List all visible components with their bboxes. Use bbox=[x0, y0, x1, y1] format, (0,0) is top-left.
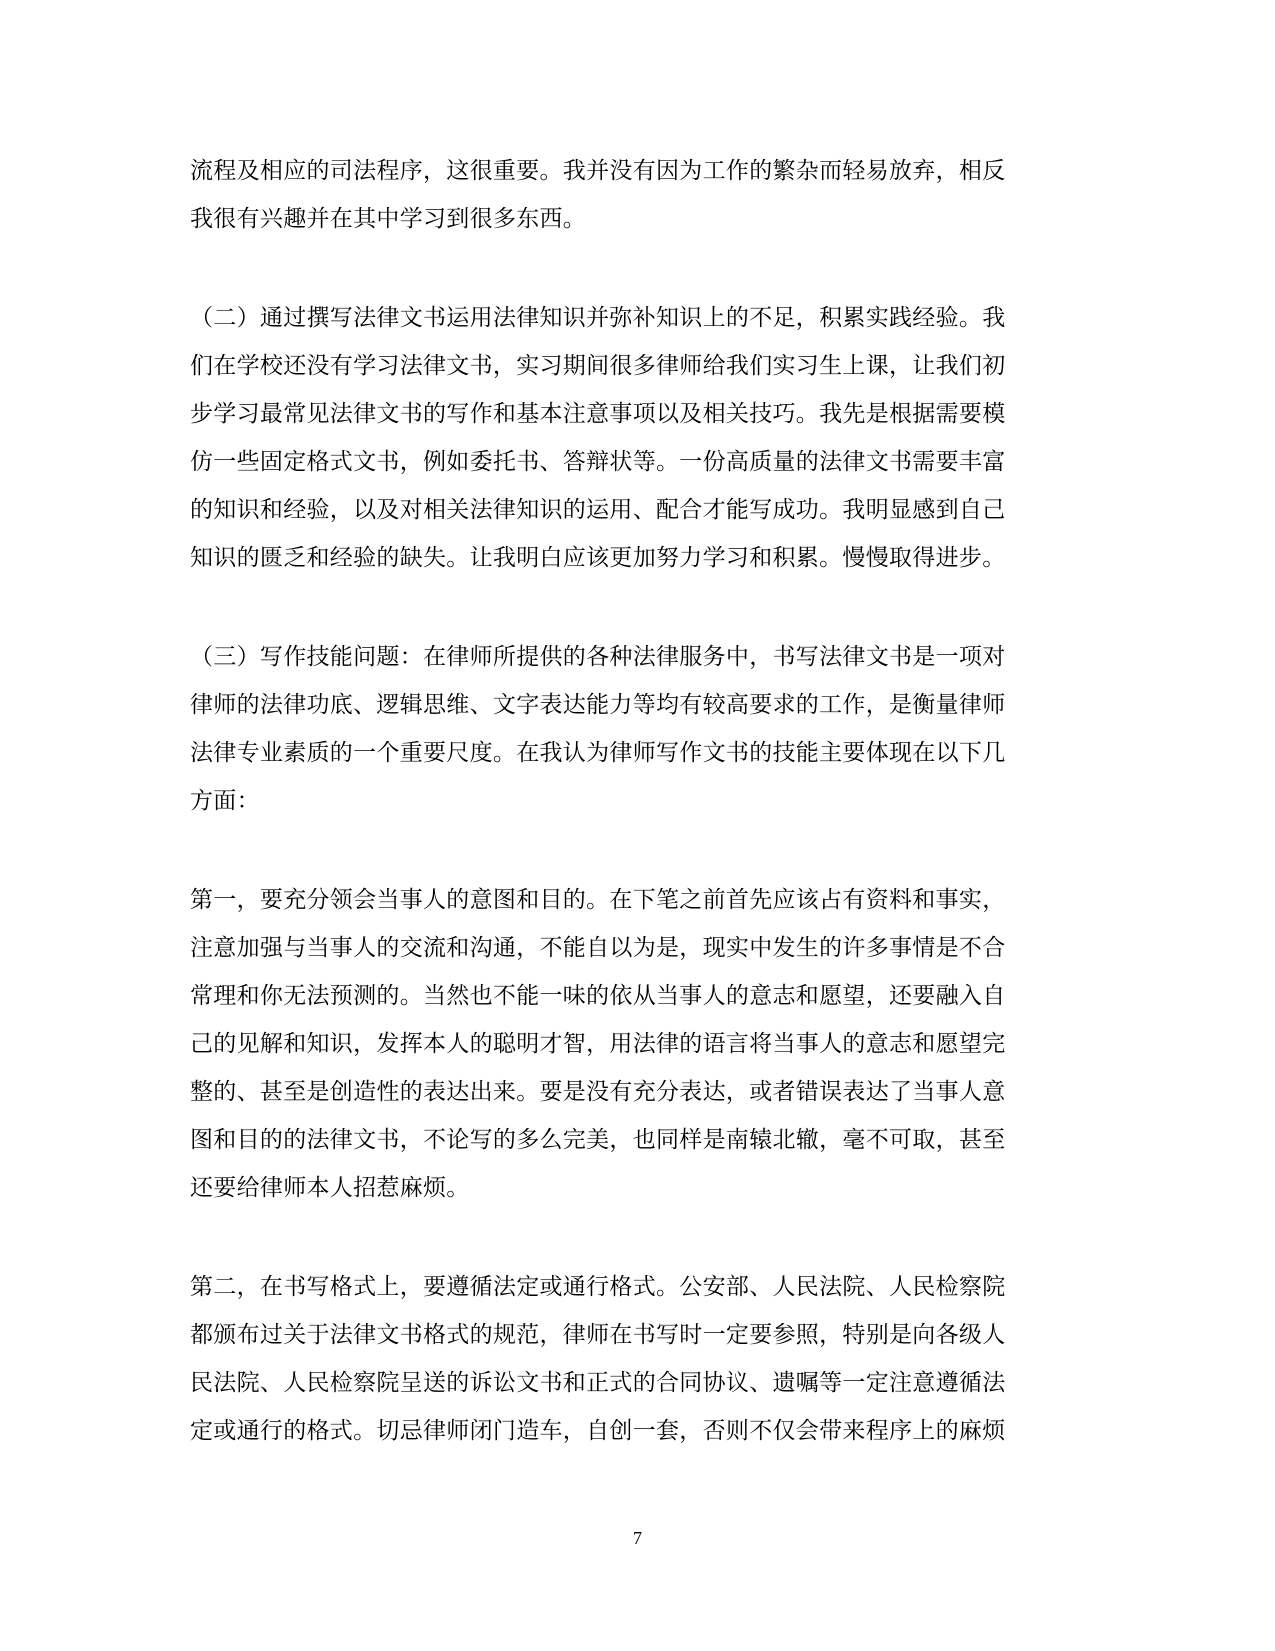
paragraph-line: 定或通行的格式。切忌律师闭门造车，自创一套，否则不仅会带来程序上的麻烦 bbox=[190, 1418, 1006, 1444]
paragraph-line: 方面： bbox=[190, 788, 260, 814]
paragraph-line: 第一，要充分领会当事人的意图和目的。在下笔之前首先应该占有资料和事实， bbox=[190, 887, 1006, 913]
paragraph-line: 律师的法律功底、逻辑思维、文字表达能力等均有较高要求的工作，是衡量律师 bbox=[190, 692, 1006, 718]
paragraph-line: 己的见解和知识，发挥本人的聪明才智，用法律的语言将当事人的意志和愿望完 bbox=[190, 1031, 1006, 1057]
paragraph-line: 步学习最常见法律文书的写作和基本注意事项以及相关技巧。我先是根据需要模 bbox=[190, 401, 1006, 427]
paragraph-line: 民法院、人民检察院呈送的诉讼文书和正式的合同协议、遗嘱等一定注意遵循法 bbox=[190, 1370, 1006, 1396]
paragraph-line: 第二，在书写格式上，要遵循法定或通行格式。公安部、人民法院、人民检察院 bbox=[190, 1274, 1006, 1300]
paragraph-5 bbox=[190, 1263, 1070, 1455]
paragraph-line: 知识的匮乏和经验的缺失。让我明白应该更加努力学习和积累。慢慢取得进步。 bbox=[190, 545, 1006, 571]
paragraph-line: 仿一些固定格式文书，例如委托书、答辩状等。一份高质量的法律文书需要丰富 bbox=[190, 449, 1006, 475]
paragraph-line: 图和目的的法律文书，不论写的多么完美，也同样是南辕北辙，毫不可取，甚至 bbox=[190, 1127, 1006, 1153]
paragraph-line: 还要给律师本人招惹麻烦。 bbox=[190, 1175, 470, 1201]
paragraph-1 bbox=[190, 147, 1070, 243]
paragraph-2 bbox=[190, 294, 1070, 582]
paragraph-line: 们在学校还没有学习法律文书，实习期间很多律师给我们实习生上课，让我们初 bbox=[190, 353, 1006, 379]
paragraph-line: 整的、甚至是创造性的表达出来。要是没有充分表达，或者错误表达了当事人意 bbox=[190, 1079, 1006, 1105]
paragraph-line: 的知识和经验，以及对相关法律知识的运用、配合才能写成功。我明显感到自己 bbox=[190, 497, 1006, 523]
paragraph-line: 注意加强与当事人的交流和沟通，不能自以为是，现实中发生的许多事情是不合 bbox=[190, 935, 1006, 961]
paragraph-3 bbox=[190, 633, 1070, 825]
paragraph-line: （三）写作技能问题：在律师所提供的各种法律服务中，书写法律文书是一项对 bbox=[190, 644, 1006, 670]
paragraph-line: 流程及相应的司法程序，这很重要。我并没有因为工作的繁杂而轻易放弃，相反 bbox=[190, 158, 1006, 184]
paragraph-line: 常理和你无法预测的。当然也不能一味的依从当事人的意志和愿望，还要融入自 bbox=[190, 983, 1006, 1009]
paragraph-line: （二）通过撰写法律文书运用法律知识并弥补知识上的不足，积累实践经验。我 bbox=[190, 305, 1006, 331]
paragraph-line: 法律专业素质的一个重要尺度。在我认为律师写作文书的技能主要体现在以下几 bbox=[190, 740, 1006, 766]
page-number: 7 bbox=[633, 1528, 642, 1548]
paragraph-4 bbox=[190, 876, 1070, 1212]
paragraph-line: 我很有兴趣并在其中学习到很多东西。 bbox=[190, 206, 587, 232]
paragraph-line: 都颁布过关于法律文书格式的规范，律师在书写时一定要参照，特别是向各级人 bbox=[190, 1322, 1006, 1348]
